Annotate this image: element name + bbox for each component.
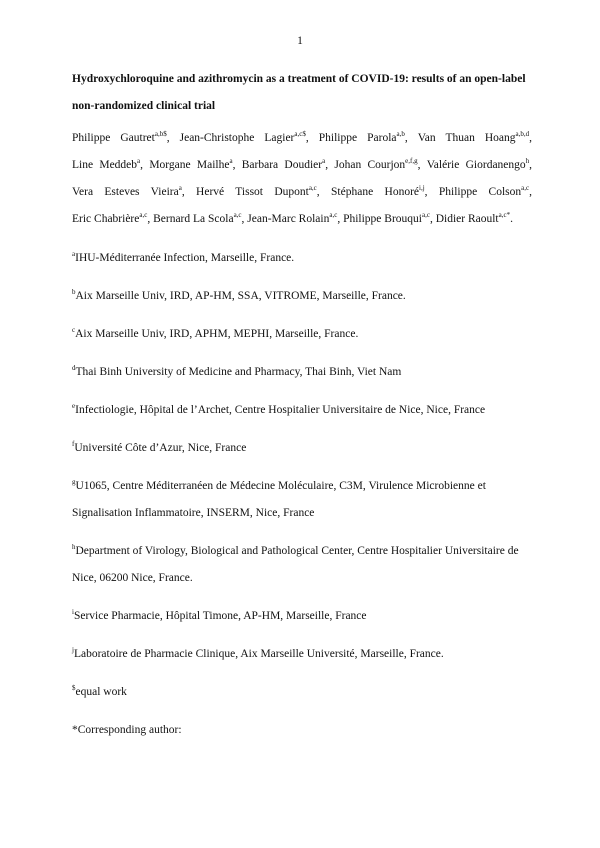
affiliation-marker: g	[72, 478, 76, 487]
author-affiliation-marker: a	[229, 157, 233, 166]
author	[72, 186, 196, 198]
affiliation-text: Infectiologie, Hôpital de l’Archet, Centre Hospitalier Universitaire de Nice, Nice, France	[75, 404, 486, 416]
author-name: Valérie Giordanengo	[426, 159, 526, 171]
author-separator: .	[510, 213, 513, 225]
author-separator: ,	[529, 159, 533, 171]
affiliation-marker: a	[72, 250, 76, 259]
affiliation	[72, 641, 532, 668]
affiliation	[72, 435, 532, 462]
author-affiliation-marker: a,c	[521, 184, 530, 193]
author-list	[72, 125, 532, 233]
author-separator: ,	[529, 186, 532, 198]
author-affiliation-marker: a,c$	[294, 130, 306, 139]
equal-work-marker: $	[72, 684, 76, 693]
author-affiliation-marker: a	[178, 184, 182, 193]
affiliation	[72, 538, 532, 592]
author	[72, 213, 153, 225]
affiliation-marker: i	[72, 608, 74, 617]
author-separator: ,	[337, 213, 344, 225]
affiliation-text: Laboratoire de Pharmacie Clinique, Aix Marseille Université, Marseille, France.	[73, 648, 444, 660]
author-affiliation-marker: h	[525, 157, 530, 166]
affiliation-text: U1065, Centre Méditerranéen de Médecine Moléculaire, C3M, Virulence Microbienne et Signalisation Inflammatoire, INSERM, Nice, France	[72, 480, 486, 519]
author-separator: ,	[404, 132, 418, 144]
affiliation-marker: j	[72, 646, 74, 655]
author	[319, 132, 418, 144]
author-affiliation-marker: a,b$	[154, 130, 167, 139]
author-name: Morgane Mailhe	[149, 159, 230, 171]
affiliation-marker: b	[72, 288, 76, 297]
author-affiliation-marker: i,j	[419, 184, 425, 193]
affiliation-marker: d	[72, 364, 76, 373]
author-name: Johan Courjon	[334, 159, 406, 171]
author-separator: ,	[529, 132, 533, 144]
author	[436, 213, 513, 225]
author-affiliation-marker: a,c	[139, 211, 148, 220]
author-affiliation-marker: a,c*	[498, 211, 511, 220]
affiliation	[72, 359, 532, 386]
affiliation-marker: e	[72, 402, 76, 411]
author-affiliation-marker: e,f,g	[405, 157, 418, 166]
author-name: Hervé Tissot Dupont	[196, 186, 309, 198]
equal-work-note	[72, 679, 532, 706]
author-name: Stéphane Honoré	[331, 186, 419, 198]
author-name: Philippe Parola	[318, 132, 397, 144]
author-affiliation-marker: a,c	[308, 184, 317, 193]
author-separator: ,	[325, 159, 335, 171]
affiliation	[72, 473, 532, 527]
author	[153, 213, 247, 225]
affiliation-text: Université Côte d’Azur, Nice, France	[74, 442, 247, 454]
affiliation-marker: c	[72, 326, 76, 335]
author	[247, 213, 343, 225]
author-affiliation-marker: a,b	[396, 130, 405, 139]
author-separator: ,	[316, 186, 332, 198]
author-affiliation-marker: a,c	[421, 211, 430, 220]
affiliation	[72, 283, 532, 310]
author-separator: ,	[424, 186, 439, 198]
affiliation	[72, 397, 532, 424]
author	[427, 159, 532, 171]
affiliation-marker: h	[72, 543, 76, 552]
author-name: Vera Esteves Vieira	[72, 186, 179, 198]
author	[331, 186, 439, 198]
affiliation-text: IHU-Méditerranée Infection, Marseille, France.	[75, 252, 295, 264]
author	[196, 186, 331, 198]
affiliation-text: Department of Virology, Biological and Pathological Center, Centre Hospitalier Universitaire de Nice, 06200 Nice, France.	[72, 545, 519, 584]
author-separator: ,	[241, 213, 248, 225]
equal-work-text: equal work	[75, 686, 127, 698]
affiliation	[72, 321, 532, 348]
paper-title: Hydroxychloroquine and azithromycin as a treatment of COVID-19: results of an open-label non-randomized clinical trial	[72, 73, 526, 112]
affiliation-text: Aix Marseille Univ, IRD, APHM, MEPHI, Marseille, France.	[75, 328, 359, 340]
author	[334, 159, 426, 171]
affiliation-text: Aix Marseille Univ, IRD, AP-HM, SSA, VITROME, Marseille, France.	[75, 290, 406, 302]
page-number: 1	[297, 35, 303, 47]
author-name: Philippe Gautret	[72, 132, 155, 144]
author	[242, 159, 335, 171]
affiliation-text: Thai Binh University of Medicine and Pharmacy, Thai Binh, Viet Nam	[75, 366, 402, 378]
author-name: Philippe Colson	[438, 186, 522, 198]
author-separator: ,	[232, 159, 242, 171]
author-affiliation-marker: a,b,d	[515, 130, 530, 139]
author-separator: ,	[166, 132, 180, 144]
author	[439, 186, 532, 198]
affiliation-list	[72, 245, 532, 668]
corresponding-author-note: *Corresponding author:	[72, 724, 182, 736]
author-affiliation-marker: a,c	[329, 211, 338, 220]
author-name: Line Meddeb	[72, 159, 138, 171]
author-name: Bernard La Scola	[153, 213, 234, 225]
author-affiliation-marker: a	[137, 157, 141, 166]
front-matter	[72, 66, 532, 755]
author	[72, 132, 180, 144]
author-affiliation-marker: a,c	[233, 211, 242, 220]
author-separator: ,	[305, 132, 319, 144]
author-affiliation-marker: a	[322, 157, 326, 166]
author	[180, 132, 319, 144]
author-separator: ,	[147, 213, 154, 225]
author	[418, 132, 532, 144]
affiliation-text: Service Pharmacie, Hôpital Timone, AP-HM, Marseille, France	[73, 610, 367, 622]
author-name: Barbara Doudier	[241, 159, 323, 171]
author-name: Jean-Marc Rolain	[247, 213, 330, 225]
author	[343, 213, 436, 225]
author-name: Philippe Brouqui	[343, 213, 422, 225]
affiliation	[72, 603, 532, 630]
author	[72, 159, 149, 171]
author-separator: ,	[417, 159, 427, 171]
author-name: Jean-Christophe Lagier	[179, 132, 295, 144]
affiliation-marker: f	[72, 440, 75, 449]
author-separator: ,	[140, 159, 150, 171]
author	[149, 159, 241, 171]
affiliation	[72, 245, 532, 272]
author-name: Eric Chabrière	[72, 213, 140, 225]
author-name: Van Thuan Hoang	[417, 132, 516, 144]
author-name: Didier Raoult	[435, 213, 499, 225]
author-separator: ,	[181, 186, 197, 198]
author-separator: ,	[429, 213, 436, 225]
